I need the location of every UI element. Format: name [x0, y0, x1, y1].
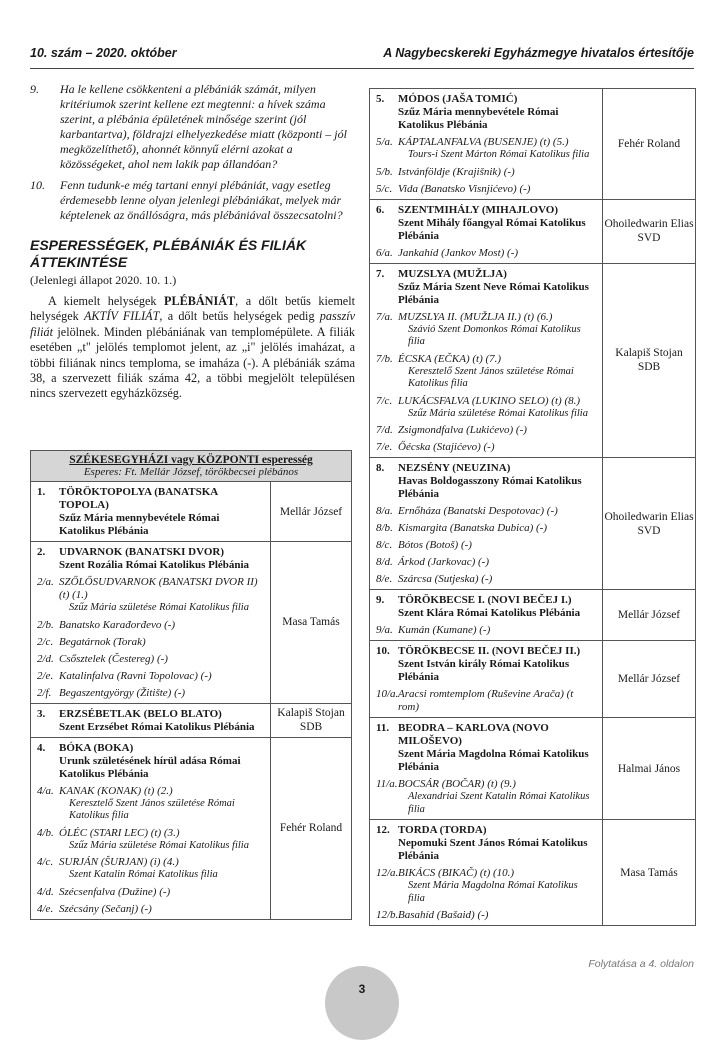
parish-number: 7. — [376, 267, 385, 280]
parish-name: TÖRÖKBECSE I. (NOVI BEČEJ I.) — [398, 594, 572, 606]
parish-number: 8. — [376, 462, 385, 474]
filia-item — [37, 619, 264, 632]
filia-church: Keresztelő Szent János születése Római Katolikus filia — [69, 797, 235, 821]
parish-church: Urunk születésének hírül adása Római Katolikus Plébánia — [59, 754, 241, 780]
filia-church: Szűz Mária születése Római Katolikus filia — [69, 839, 249, 851]
filia-church: Szávió Szent Domonkos Római Katolikus filia — [408, 323, 581, 347]
filia-church: Szent Katalin Római Katolikus filia — [69, 869, 218, 880]
filia-code: 6/a. — [376, 246, 393, 259]
filia-code: 7/a. — [376, 310, 393, 323]
issue-label: 10. szám – 2020. október — [30, 46, 177, 60]
filia-church: Alexandriai Szent Katalin Római Katolikus filia — [408, 791, 590, 815]
filia-name: Ernőháza (Banatski Despotovac) (-) — [398, 505, 558, 517]
parish-cell — [370, 718, 603, 819]
filia-item — [376, 539, 596, 552]
filia-item — [376, 573, 596, 586]
filia-name: KANAK (KONAK) (t) (2.) — [59, 784, 173, 797]
parish-church: Szent Mária Magdolna Római Katolikus Plébánia — [398, 748, 589, 773]
filia-code: 7/c. — [376, 394, 393, 407]
filia-name: Istvánföldje (Krajišnik) (-) — [398, 165, 515, 178]
filia-item — [376, 441, 596, 454]
page-number: 3 — [358, 982, 366, 996]
filia-code: 4/b. — [37, 826, 54, 839]
filia-code: 7/e. — [376, 441, 393, 453]
deanery-subtitle: Esperes: Ft. Mellár József, törökbecsei plébános — [83, 466, 299, 478]
filia-name: LUKÁCSFALVA (LUKINO SELO) (t) (8.) — [398, 394, 581, 407]
parish-row — [370, 590, 695, 641]
filia-name: Szécsenfalva (Dužine) (-) — [59, 885, 171, 898]
filia-name: SURJÁN (ŠURJAN) (i) (4.) — [59, 856, 179, 868]
filia-code: 12/b. — [376, 909, 399, 921]
parish-cell — [31, 738, 271, 919]
deanery-rows — [31, 482, 351, 919]
parish-name: NEZSÉNY (NEUZINA) — [398, 462, 511, 474]
parish-row — [370, 458, 695, 590]
parish-number: 1. — [37, 486, 46, 498]
parish-church: Szűz Mária Szent Neve Római Katolikus Plébánia — [398, 280, 589, 306]
filia-name: Csősztelek (Čestereg) (-) — [59, 652, 168, 665]
parish-title — [37, 546, 264, 559]
filia-name: Kismargita (Banatska Dubica) (-) — [398, 522, 547, 534]
filia-item — [37, 785, 264, 823]
filia-name: MUZSLYA II. (MUŽLJA II.) (t) (6.) — [398, 310, 553, 323]
parish-row — [370, 264, 695, 459]
page-header — [30, 38, 694, 69]
parish-title — [376, 824, 596, 837]
parish-number: 12. — [376, 824, 390, 836]
filia-name: KÁPTALANFALVA (BUSENJE) (t) (5.) — [398, 136, 569, 148]
filia-name: Aracsi romtemplom (Ruševine Arača) (t rom) — [398, 688, 574, 713]
parish-name: MUZSLYA (MUŽLJA) — [398, 267, 507, 280]
parish-name: TORDA (TORDA) — [398, 824, 487, 836]
filia-code: 4/c. — [37, 856, 54, 868]
filia-item — [376, 778, 596, 816]
parish-name: MÓDOS (JAŠA TOMIĆ) — [398, 93, 518, 105]
parish-row — [370, 718, 695, 820]
filia-code: 2/d. — [37, 652, 54, 665]
filia-item — [37, 636, 264, 649]
filia-name: BOCSÁR (BOČAR) (t) (9.) — [398, 778, 516, 790]
filia-code: 10/a. — [376, 688, 399, 700]
parish-priest: Halmai János — [617, 762, 681, 775]
parish-row — [31, 542, 351, 704]
filia-church: Keresztelő Szent János születése Római Katolikus filia — [408, 365, 574, 389]
parish-row — [31, 738, 351, 919]
filia-item — [376, 909, 596, 922]
parish-number: 9. — [376, 594, 385, 606]
parish-priest: Masa Tamás — [282, 616, 340, 629]
filia-code: 2/a. — [37, 576, 54, 588]
parish-cell — [31, 482, 271, 541]
publication-title: A Nagybecskereki Egyházmegye hivatalos értesítője — [383, 46, 694, 60]
question-item — [30, 178, 355, 223]
filia-code: 8/e. — [376, 573, 393, 585]
filia-item — [37, 827, 264, 853]
parish-priest: Mellár József — [617, 673, 681, 685]
filia-item — [376, 136, 596, 162]
filia-item — [376, 424, 596, 437]
parish-church: Szent István király Római Katolikus Plébánia — [398, 658, 570, 683]
filia-church: Szent Mária Magdolna Római Katolikus filia — [408, 880, 578, 904]
parish-title — [37, 742, 264, 755]
parish-church: Szent Erzsébet Római Katolikus Plébánia — [59, 720, 255, 733]
filia-code: 8/b. — [376, 522, 393, 534]
filia-item — [376, 247, 596, 260]
filia-code: 8/a. — [376, 505, 393, 517]
filia-code: 8/d. — [376, 556, 393, 568]
filia-name: ÉCSKA (EČKA) (t) (7.) — [398, 352, 502, 365]
filia-name: Jankahíd (Jankov Most) (-) — [398, 246, 519, 259]
parish-cell — [370, 200, 603, 263]
parish-title — [376, 462, 596, 475]
parish-number: 10. — [376, 645, 390, 657]
question-item — [30, 82, 355, 172]
intro-text: , a dőlt betűs kiemelt helységek — [30, 294, 355, 324]
parish-church: Havas Boldogasszony Római Katolikus Plébánia — [398, 475, 582, 500]
parish-row — [370, 641, 695, 718]
parish-church: Szent Mihály főangyal Római Katolikus Plébánia — [398, 216, 586, 242]
filia-code: 4/d. — [37, 885, 54, 898]
filia-item — [376, 624, 596, 637]
question-number: 10. — [30, 178, 45, 192]
deanery-header — [31, 451, 351, 482]
filia-code: 4/a. — [37, 784, 54, 797]
filia-code: 5/b. — [376, 165, 393, 178]
filia-name: Kumán (Kumane) (-) — [398, 624, 491, 636]
filia-code: 5/a. — [376, 136, 393, 148]
filia-item — [376, 556, 596, 569]
parish-name: BÓKA (BOKA) — [59, 741, 134, 754]
filia-name: Katalinfalva (Ravni Topolovac) (-) — [59, 669, 212, 682]
filia-name: SZŐLŐSUDVARNOK (BANATSKI DVOR II) (t) (1.) — [59, 576, 258, 601]
intro-text: jelölnek. Minden plébániának van templomépülete. A filiák esetében „t" jelölés templomot jelent, az „i" jelölés imaházat, a többi filiának nincs temploma, se imaháza (-). A plébániák száma 38, a szervezett filiák száma 42, a többi megjelölt településen nincs szervezett egyházközség. — [30, 324, 355, 401]
parish-name: BEODRA – KARLOVA (NOVO MILOŠEVO) — [398, 722, 549, 747]
parish-row — [370, 89, 695, 200]
filia-item — [37, 856, 264, 882]
filia-item — [376, 505, 596, 518]
parish-row — [370, 820, 695, 925]
question-text: Ha le kellene csökkenteni a plébániák számát, milyen kritériumok szerint kellene ezt megtenni: a hívek száma szerint, a plébánia épületének minősége szerint (jól karbantartva), földrajzi elhelyezkedése miatt (központi – jól megközelíthető), ahonnét könnyű elérni azokat a közösségeket, ahol nem lakik pap állandóan? — [60, 82, 347, 171]
filia-name: Őécska (Stajićevo) (-) — [398, 441, 495, 453]
filia-name: Árkod (Jarkovac) (-) — [398, 556, 490, 568]
parish-priest: Fehér Roland — [617, 137, 681, 150]
filia-name: Banatsko Karađorđevo (-) — [59, 618, 176, 631]
filia-code: 12/a. — [376, 867, 399, 879]
parish-priest: Kalapiš Stojan SDB — [277, 707, 345, 733]
parish-cell — [31, 542, 271, 703]
parish-number: 2. — [37, 546, 46, 558]
deanery-title: SZÉKESEGYHÁZI vagy KÖZPONTI esperesség — [69, 454, 313, 466]
filia-item — [376, 688, 596, 714]
question-text: Fenn tudunk-e még tartani ennyi plébániát, vagy esetleg érdemesebb lenne olyan jelenlegi plébániákat, melyek már képtelenek az önállóságra, más plébániával összecsatolni? — [60, 178, 343, 222]
filia-name: Vida (Banatsko Visnjićevo) (-) — [398, 182, 531, 195]
filia-item — [376, 353, 596, 391]
parish-priest: Mellár József — [617, 609, 681, 621]
parish-row — [31, 482, 351, 542]
question-number: 9. — [30, 82, 39, 96]
filia-item — [376, 522, 596, 535]
parish-name: TÖRÖKBECSE II. (NOVI BEČEJ II.) — [398, 645, 581, 657]
parish-cell — [370, 590, 603, 640]
parish-name: ERZSÉBETLAK (BELO BLATO) — [59, 707, 222, 720]
parish-table — [369, 88, 696, 926]
parish-cell — [370, 264, 603, 458]
filia-code: 2/c. — [37, 635, 54, 648]
parish-church: Nepomuki Szent János Római Katolikus Plébánia — [398, 837, 588, 862]
filia-church: Szűz Mária születése Római Katolikus filia — [408, 407, 588, 419]
parish-cell — [370, 820, 603, 925]
parish-priest: Mellár József — [279, 505, 343, 518]
status-date: (Jelenlegi állapot 2020. 10. 1.) — [30, 273, 177, 287]
filia-name: Begatárnok (Torak) — [59, 635, 146, 648]
parish-church: Szent Klára Római Katolikus Plébánia — [398, 607, 581, 619]
filia-item — [37, 687, 264, 700]
deanery-table — [30, 450, 352, 920]
parish-church: Szent Rozália Római Katolikus Plébánia — [59, 559, 250, 571]
parish-title — [37, 708, 264, 721]
intro-bold: PLÉBÁNIÁT — [164, 294, 236, 308]
parish-number: 4. — [37, 741, 46, 754]
filia-name: Begaszentgyörgy (Žitište) (-) — [59, 686, 186, 699]
parish-title — [376, 93, 596, 106]
filia-code: 2/b. — [37, 618, 54, 631]
filia-code: 5/c. — [376, 182, 393, 195]
parish-row — [370, 200, 695, 264]
filia-item — [37, 576, 264, 615]
parish-name: TÖRÖKTOPOLYA (BANATSKA TOPOLA) — [59, 486, 218, 511]
filia-item — [37, 886, 264, 899]
filia-name: BIKÁCS (BIKAČ) (t) (10.) — [398, 867, 515, 879]
parish-priest: Ohoiledwarin Elias SVD — [604, 510, 694, 537]
parish-cell — [31, 704, 271, 737]
filia-name: Bótos (Botoš) (-) — [398, 539, 472, 551]
parish-name: SZENTMIHÁLY (MIHAJLOVO) — [398, 203, 559, 216]
filia-name: Basahíd (Bašaid) (-) — [398, 909, 489, 921]
parish-title — [376, 645, 596, 658]
parish-rows — [370, 89, 695, 925]
filia-item — [376, 867, 596, 905]
filia-code: 9/a. — [376, 624, 393, 636]
filia-code: 11/a. — [376, 778, 398, 790]
parish-church: Szűz Mária mennybevétele Római Katolikus Plébánia — [398, 106, 559, 131]
parish-number: 3. — [37, 707, 46, 720]
filia-code: 7/b. — [376, 352, 393, 365]
parish-cell — [370, 641, 603, 717]
intro-text: A kiemelt helységek — [48, 294, 165, 308]
filia-item — [37, 653, 264, 666]
filia-item — [37, 903, 264, 916]
parish-title — [376, 722, 596, 748]
filia-name: Szárcsa (Sutjeska) (-) — [398, 573, 493, 585]
filia-item — [376, 311, 596, 349]
filia-code: 7/d. — [376, 424, 393, 436]
parish-priest: Masa Tamás — [620, 866, 678, 879]
left-column — [30, 82, 355, 402]
filia-item — [37, 670, 264, 683]
filia-code: 2/f. — [37, 686, 52, 699]
parish-priest: Fehér Roland — [279, 822, 343, 834]
filia-name: Szécsány (Sečanj) (-) — [59, 902, 152, 915]
section-title: ESPERESSÉGEK, PLÉBÁNIÁK ÉS FILIÁK ÁTTEKINTÉSE — [30, 237, 307, 270]
filia-church: Szűz Mária születése Római Katolikus filia — [69, 602, 249, 613]
intro-paragraph — [30, 294, 355, 402]
parish-priest: Ohoiledwarin Elias SVD — [604, 218, 694, 244]
parish-title — [376, 268, 596, 281]
parish-cell — [370, 89, 603, 199]
parish-cell — [370, 458, 603, 589]
filia-item — [376, 183, 596, 196]
filia-name: Zsigmondfalva (Lukićevo) (-) — [398, 424, 527, 436]
parish-number: 6. — [376, 203, 385, 216]
page-number-badge — [325, 966, 399, 1040]
continued-note: Folytatása a 4. oldalon — [588, 958, 694, 970]
filia-code: 4/e. — [37, 902, 54, 915]
intro-italic: passzív filiát — [30, 309, 355, 339]
filia-item — [376, 166, 596, 179]
parish-number: 5. — [376, 93, 385, 105]
filia-code: 8/c. — [376, 539, 393, 551]
parish-number: 11. — [376, 722, 390, 734]
parish-title — [37, 486, 264, 512]
parish-church: Szűz Mária mennybevétele Római Katolikus Plébánia — [59, 512, 220, 537]
parish-row — [31, 704, 351, 738]
intro-italic: AKTÍV FILIÁT — [83, 309, 160, 324]
parish-title — [376, 204, 596, 217]
parish-title — [376, 594, 596, 607]
filia-church: Tours-i Szent Márton Római Katolikus filia — [408, 149, 590, 160]
filia-item — [376, 395, 596, 421]
filia-code: 2/e. — [37, 669, 54, 682]
parish-priest: Kalapiš Stojan SDB — [615, 347, 683, 374]
intro-text: , a dőlt betűs helységek pedig — [159, 309, 320, 324]
filia-name: ÓLÉC (STARI LEC) (t) (3.) — [59, 826, 180, 839]
parish-name: UDVARNOK (BANATSKI DVOR) — [59, 546, 224, 558]
